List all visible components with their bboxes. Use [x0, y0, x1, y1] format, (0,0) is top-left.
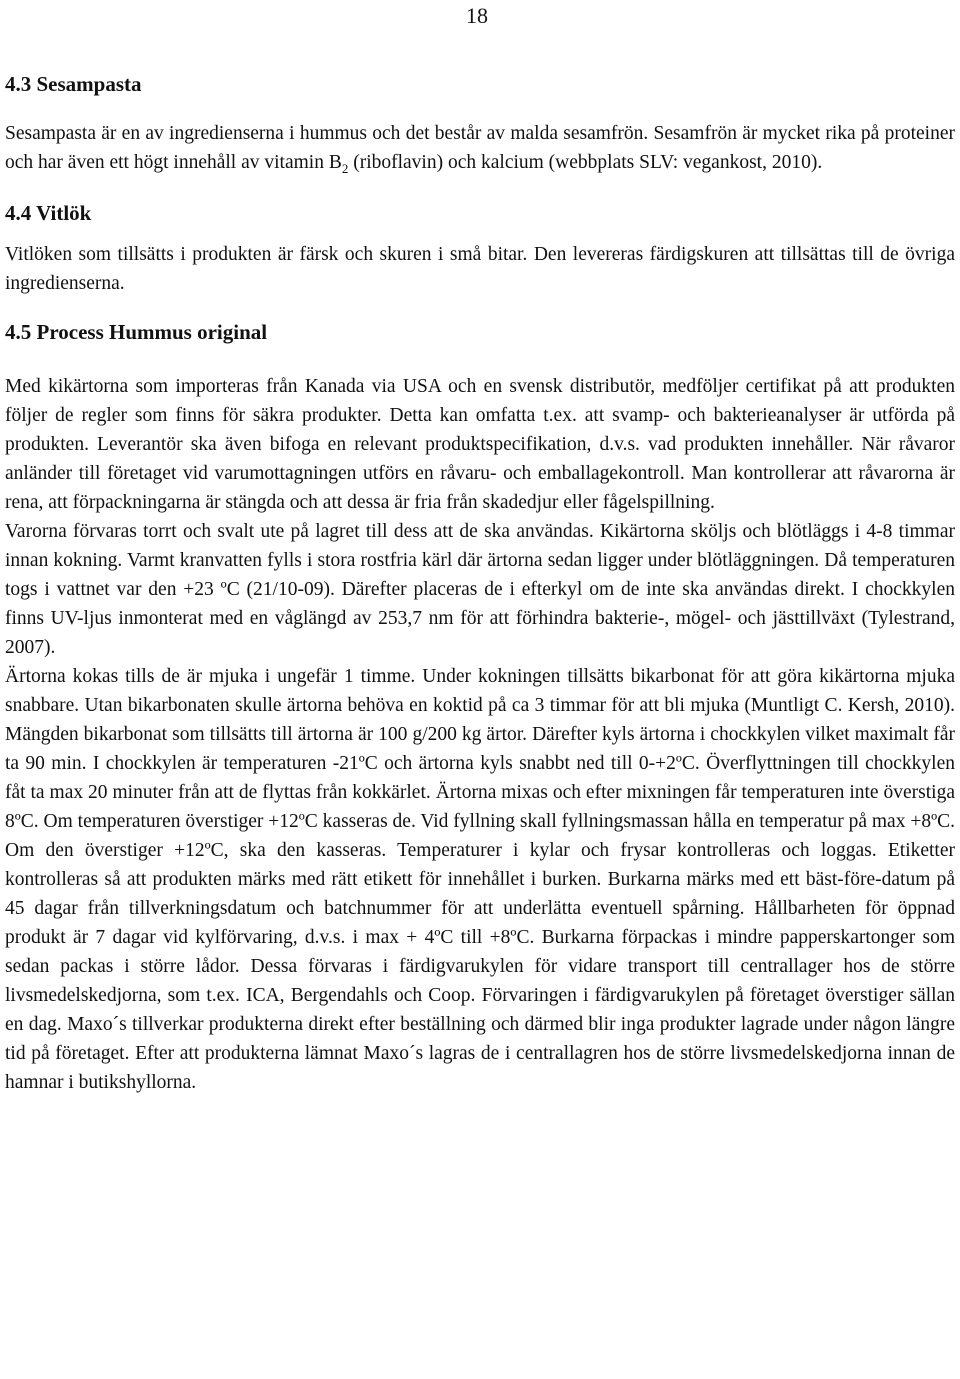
section-heading-vitlok: 4.4 Vitlök	[5, 201, 92, 225]
paragraph-process-1: Med kikärtorna som importeras från Kanada via USA och en svensk distributör, medföljer certifikat på att produkten följer de regler som finns för säkra produkter. Detta kan omfatta t.ex. att svamp- och bakterieanalyser är utförda på produkten. Leverantör ska även bifoga en relevant produktspecifikation, d.v.s. vad produkten innehåller. När råvaror anländer till företaget vid varumottagningen utförs en råvaru- och emballagekontroll. Man kontrollerar att råvarorna är rena, att förpackningarna är stängda och att dessa är fria från skadedjur eller fågelspillning.	[5, 376, 955, 513]
paragraph-sesampasta	[5, 119, 955, 177]
paragraph-process-2: Varorna förvaras torrt och svalt ute på lagret till dess att de ska användas. Kikärtorna sköljs och blötläggs i 4-8 timmar innan kokning. Varmt kranvatten fylls i stora rostfria kärl där ärtorna sedan ligger under blötläggningen. Då temperaturen togs i vattnet var den +23 ºC (21/10-09). Därefter placeras de i efterkyl om de inte ska användas direkt. I chockkylen finns UV-ljus inmonterat med en våglängd av 253,7 nm för att förhindra bakterie-, mögel- och jästtillväxt (Tylestrand, 2007).	[5, 521, 955, 658]
paragraph-process-3: Ärtorna kokas tills de är mjuka i ungefär 1 timme. Under kokningen tillsätts bikarbonat för att göra kikärtorna mjuka snabbare. Utan bikarbonaten skulle ärtorna behöva en koktid på ca 3 timmar för att bli mjuka (Muntligt C. Kersh, 2010). Mängden bikarbonat som tillsätts till ärtorna är 100 g/200 kg ärtor. Därefter kyls ärtorna i chockkylen vilket maximalt får ta 90 min. I chockkylen är temperaturen -21ºC och ärtorna kyls snabbt ned till 0-+2ºC. Överflyttningen till chockkylen fåt ta max 20 minuter från att de flyttas från kokkärlet. Ärtorna mixas och efter mixningen får temperaturen inte överstiga 8ºC. Om temperaturen överstiger +12ºC kasseras de. Vid fyllning skall fyllningsmassan hålla en temperatur på max +8ºC. Om den överstiger +12ºC, ska den kasseras. Temperaturer i kylar och frysar kontrolleras och loggas. Etiketter kontrolleras så att produkten märks med rätt etikett för innehållet i burken. Burkarna märks med ett bäst-före-datum på 45 dagar från tillverkningsdatum och batchnummer för att underlätta eventuell spårning. Hållbarheten för öppnad produkt är 7 dagar vid kylförvaring, d.v.s. i max + 4ºC till +8ºC. Burkarna förpackas i mindre papperskartonger som sedan packas i större lådor. Dessa förvaras i färdigvarukylen för vidare transport till centrallager hos de större livsmedelskedjorna, som t.ex. ICA, Bergendahls och Coop. Förvaringen i färdigvarukylen på företaget överstiger sällan en dag. Maxo´s tillverkar produkterna direkt efter beställning och därmed blir inga produkter lagrade under någon längre tid på företaget. Efter att produkterna lämnat Maxo´s lagras de i centrallagren hos de större livsmedelskedjorna innan de hamnar i butikshyllorna.	[5, 666, 956, 1093]
section-heading-process: 4.5 Process Hummus original	[5, 320, 268, 344]
paragraph-sesampasta-text-2: (riboflavin) och kalcium (webbplats SLV: vegankost, 2010).	[348, 152, 823, 173]
page-number: 18	[466, 3, 488, 28]
paragraph-sesampasta-text-1: Sesampasta är en av ingredienserna i hummus och det består av malda sesamfrön. Sesamfrön är mycket rika på proteiner och har även ett högt innehåll av vitamin B	[5, 123, 955, 173]
section-heading-sesampasta: 4.3 Sesampasta	[5, 72, 142, 96]
vitamin-subscript: 2	[341, 160, 349, 176]
paragraph-vitlok: Vitlöken som tillsätts i produkten är färsk och skuren i små bitar. Den levereras färdigskuren att tillsättas till de övriga ingredienserna.	[5, 244, 955, 294]
document-body	[5, 70, 955, 1097]
